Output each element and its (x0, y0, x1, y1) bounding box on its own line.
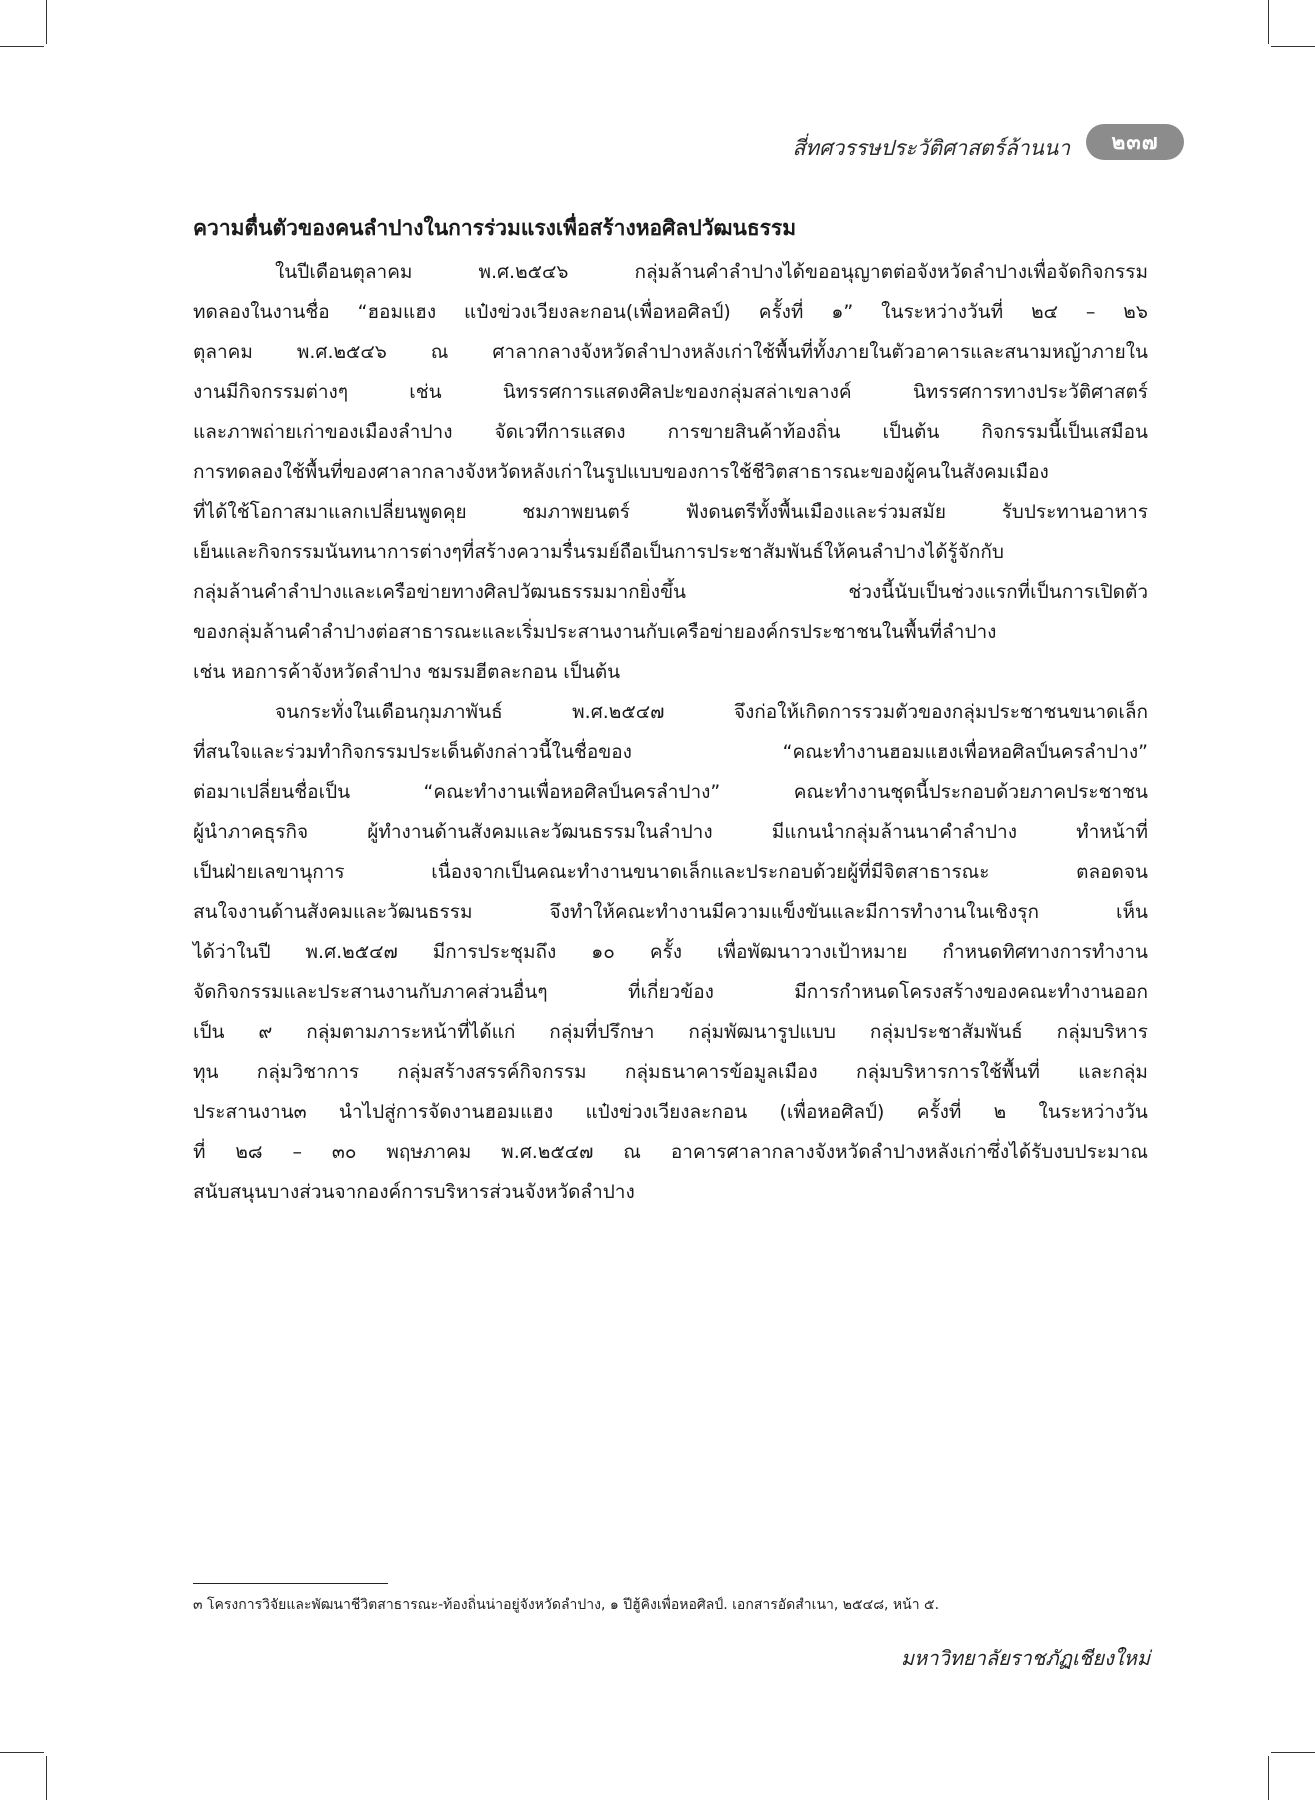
crop-mark (1271, 1752, 1315, 1753)
paragraph-1 (193, 252, 1148, 692)
text-line: ทดลองในงานชื่อ “ฮอมแฮง แป๋งข่วงเวียงละกอน(เพื่อหอศิลป์) ครั้งที่ ๑” ในระหว่างวันที่ ๒๔ – ๒๖ (193, 301, 1148, 323)
text-line: เป็น ๙ กลุ่มตามภาระหน้าที่ได้แก่ กลุ่มที่ปรึกษา กลุ่มพัฒนารูปแบบ กลุ่มประชาสัมพันธ์ กลุ่มบริหาร (193, 1021, 1148, 1043)
section-heading: ความตื่นตัวของคนลำปางในการร่วมแรงเพื่อสร้างหอศิลปวัฒนธรรม (193, 216, 797, 240)
text-line: เป็นฝ่ายเลขานุการ เนื่องจากเป็นคณะทำงานขนาดเล็กและประกอบด้วยผู้ที่มีจิตสาธารณะ ตลอดจน (193, 861, 1148, 883)
crop-mark (1268, 1756, 1269, 1800)
crop-mark (1268, 0, 1269, 44)
crop-mark (46, 0, 47, 44)
text-line: เย็นและกิจกรรมนันทนาการต่างๆที่สร้างความรื่นรมย์ถือเป็นการประชาสัมพันธ์ให้คนลำปางได้รู้จักกับ (193, 541, 1004, 563)
main-content (193, 214, 1148, 1212)
text-line: ที่ได้ใช้โอกาสมาแลกเปลี่ยนพูดคุย ชมภาพยนตร์ ฟังดนตรีทั้งพื้นเมืองและร่วมสมัย รับประทานอาหาร (193, 501, 1148, 523)
footnote: ๓ โครงการวิจัยและพัฒนาชีวิตสาธารณะ-ท้องถิ่นน่าอยู่จังหวัดลำปาง, ๑ ปีฮู้คิงเพื่อหอศิลป์. เอกสารอัดสำเนา, ๒๕๔๘, หน้า ๕. (193, 1597, 940, 1613)
text-line: งานมีกิจกรรมต่างๆ เช่น นิทรรศการแสดงศิลปะของกลุ่มสล่าเขลางค์ นิทรรศการทางประวัติศาสตร์ (193, 381, 1148, 403)
text-line: สนใจงานด้านสังคมและวัฒนธรรม จึงทำให้คณะทำงานมีความแข็งขันและมีการทำงานในเชิงรุก เห็น (193, 901, 1148, 923)
text-line: ตุลาคม พ.ศ.๒๕๔๖ ณ ศาลากลางจังหวัดลำปางหลังเก่าใช้พื้นที่ทั้งภายในตัวอาคารและสนามหญ้าภายใน (193, 341, 1148, 363)
footnote-divider (193, 1583, 388, 1584)
page-number-badge: ๒๓๗ (1086, 124, 1184, 160)
text-line: ที่สนใจและร่วมทำกิจกรรมประเด็นดังกล่าวนี้ในชื่อของ “คณะทำงานฮอมแฮงเพื่อหอศิลป์นครลำปาง” (193, 741, 1148, 763)
text-line: ทุน กลุ่มวิชาการ กลุ่มสร้างสรรค์กิจกรรม กลุ่มธนาคารข้อมูลเมือง กลุ่มบริหารการใช้พื้นที่ และกลุ่ม (193, 1061, 1148, 1083)
crop-mark (1271, 46, 1315, 47)
text-line: ผู้นำภาคธุรกิจ ผู้ทำงานด้านสังคมและวัฒนธรรมในลำปาง มีแกนนำกลุ่มล้านนาคำลำปาง ทำหน้าที่ (193, 821, 1148, 843)
crop-mark (0, 46, 44, 47)
paragraph-2 (193, 692, 1148, 1212)
text-line: ในปีเดือนตุลาคม พ.ศ.๒๕๔๖ กลุ่มล้านคำลำปางได้ขออนุญาตต่อจังหวัดลำปางเพื่อจัดกิจกรรม (275, 261, 1148, 283)
text-line: ต่อมาเปลี่ยนชื่อเป็น “คณะทำงานเพื่อหอศิลป์นครลำปาง” คณะทำงานชุดนี้ประกอบด้วยภาคประชาชน (193, 781, 1148, 803)
text-line: ของกลุ่มล้านคำลำปางต่อสาธารณะและเริ่มประสานงานกับเครือข่ายองค์กรประชาชนในพื้นที่ลำปาง (193, 621, 997, 643)
text-line: การทดลองใช้พื้นที่ของศาลากลางจังหวัดหลังเก่าในรูปแบบของการใช้ชีวิตสาธารณะของผู้คนในสังคมเมือง (193, 461, 1049, 483)
text-line: สนับสนุนบางส่วนจากองค์การบริหารส่วนจังหวัดลำปาง (193, 1181, 635, 1203)
text-line: และภาพถ่ายเก่าของเมืองลำปาง จัดเวทีการแสดง การขายสินค้าท้องถิ่น เป็นต้น กิจกรรมนี้เป็นเสมือน (193, 421, 1148, 443)
text-line: จนกระทั่งในเดือนกุมภาพันธ์ พ.ศ.๒๕๔๗ จึงก่อให้เกิดการรวมตัวของกลุ่มประชาชนขนาดเล็ก (275, 701, 1148, 723)
running-header-title: สี่ทศวรรษประวัติศาสตร์ล้านนา (792, 136, 1070, 160)
running-footer-institution: มหาวิทยาลัยราชภัฏเชียงใหม่ (900, 1646, 1150, 1670)
text-line: เช่น หอการค้าจังหวัดลำปาง ชมรมฮีตละกอน เป็นต้น (193, 661, 621, 683)
text-line: ได้ว่าในปี พ.ศ.๒๕๔๗ มีการประชุมถึง ๑๐ ครั้ง เพื่อพัฒนาวางเป้าหมาย กำหนดทิศทางการทำงาน (193, 941, 1148, 963)
text-line: ที่ ๒๘ – ๓๐ พฤษภาคม พ.ศ.๒๕๔๗ ณ อาคารศาลากลางจังหวัดลำปางหลังเก่าซึ่งได้รับงบประมาณ (193, 1141, 1148, 1163)
text-line: จัดกิจกรรมและประสานงานกับภาคส่วนอื่นๆ ที่เกี่ยวข้อง มีการกำหนดโครงสร้างของคณะทำงานออก (193, 981, 1148, 1003)
crop-mark (0, 1752, 44, 1753)
text-line: กลุ่มล้านคำลำปางและเครือข่ายทางศิลปวัฒนธรรมมากยิ่งขึ้น ช่วงนี้นับเป็นช่วงแรกที่เป็นการเปิดตัว (193, 581, 1148, 603)
text-line: ประสานงาน๓ นำไปสู่การจัดงานฮอมแฮง แป๋งข่วงเวียงละกอน (เพื่อหอศิลป์) ครั้งที่ ๒ ในระหว่างวัน (193, 1101, 1148, 1123)
crop-mark (46, 1756, 47, 1800)
